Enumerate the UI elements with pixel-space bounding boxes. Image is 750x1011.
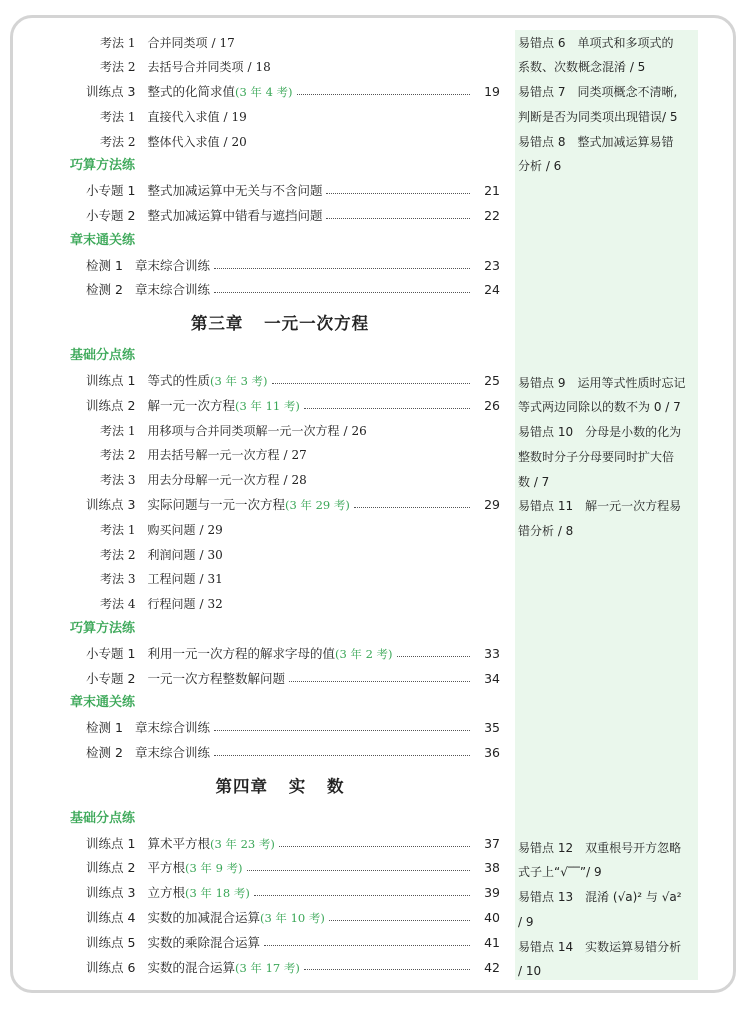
entry-label: 检测 2: [86, 282, 123, 298]
dot-leader: [397, 656, 470, 657]
page-number: 40: [484, 910, 500, 925]
exam-frequency-tag: (3 年 18 考): [184, 886, 250, 901]
toc-entry[interactable]: [0, 716, 500, 741]
page-number: 27: [291, 448, 307, 463]
entry-label: 考法 1: [100, 109, 136, 124]
entry-label: 训练点 3: [86, 84, 136, 100]
exam-frequency-tag: (3 年 23 考): [209, 836, 275, 851]
page-number: 32: [207, 597, 223, 612]
dot-leader: [304, 969, 470, 970]
exam-frequency-tag: (3 年 4 考): [234, 85, 293, 100]
page-number: 24: [484, 282, 500, 298]
separator: /: [247, 60, 252, 75]
exam-frequency-tag: (3 年 2 考): [334, 646, 393, 661]
error-point-line: 系数、次数概念混淆 / 5: [518, 60, 646, 75]
dot-leader: [297, 94, 470, 95]
section-header: 巧算方法练: [70, 158, 136, 174]
separator: /: [223, 134, 228, 149]
chapter-title-text: 第四章 实 数: [215, 776, 345, 796]
page-number: 29: [207, 522, 223, 537]
separator: /: [283, 448, 288, 463]
chapter-title-text: 第三章 一元一次方程: [190, 314, 370, 334]
entry-label: 检测 1: [86, 720, 123, 736]
entry-title: 算术平方根: [147, 835, 210, 851]
dot-leader: [289, 681, 470, 682]
separator: /: [199, 597, 204, 612]
entry-label: 训练点 3: [86, 885, 136, 901]
section-header: 巧算方法练: [70, 621, 136, 637]
separator: /: [343, 423, 348, 438]
entry-label: 考法 4: [100, 597, 136, 612]
toc-entry[interactable]: [0, 518, 500, 543]
entry-title: 章末综合训练: [134, 282, 210, 298]
page-number: 39: [484, 885, 500, 901]
entry-title: 去括号合并同类项: [147, 60, 244, 75]
page-number: 29: [484, 497, 500, 513]
toc-entry[interactable]: [0, 105, 500, 130]
toc-entry[interactable]: [0, 956, 500, 981]
error-point-line: 易错点 9 运用等式性质时忘记: [518, 375, 686, 390]
error-point-line: 易错点 14 实数运算易错分析: [518, 939, 682, 954]
section-header: 基础分点练: [70, 810, 136, 826]
exam-frequency-tag: (3 年 11 考): [234, 398, 300, 413]
toc-entry[interactable]: [0, 179, 500, 204]
entry-title: 整体代入求值: [147, 134, 220, 149]
entry-label: 训练点 6: [86, 959, 136, 975]
page-number: 23: [484, 257, 500, 273]
separator: /: [199, 547, 204, 562]
section-header: 章末通关练: [70, 232, 136, 248]
entry-label: 考法 2: [100, 60, 136, 75]
entry-label: 考法 2: [100, 134, 136, 149]
dot-leader: [354, 507, 470, 508]
page-number: 26: [484, 397, 500, 413]
exam-frequency-tag: (3 年 17 考): [234, 960, 300, 975]
exam-frequency-tag: (3 年 3 考): [209, 374, 268, 389]
toc-entry[interactable]: [0, 543, 500, 568]
toc-entry[interactable]: [0, 394, 500, 419]
page-number: 22: [484, 208, 500, 224]
error-point-line: 易错点 13 混淆 (√a)² 与 √a²: [518, 890, 682, 905]
dot-leader: [214, 755, 470, 756]
entry-title: 用移项与合并同类项解一元一次方程: [147, 423, 340, 438]
toc-entry[interactable]: [0, 567, 500, 592]
entry-title: 章末综合训练: [134, 257, 210, 273]
toc-entry[interactable]: [0, 204, 500, 229]
error-point-line: 数 / 7: [518, 474, 550, 489]
entry-label: 检测 2: [86, 745, 123, 761]
separator: /: [211, 35, 216, 50]
error-points-group-1: [518, 31, 700, 180]
page-number: 18: [255, 60, 271, 75]
page-number: 20: [231, 134, 247, 149]
entry-title: 直接代入求值: [147, 109, 220, 124]
toc-entry[interactable]: [0, 80, 500, 105]
page-number: 37: [484, 835, 500, 851]
separator: /: [223, 109, 228, 124]
dot-leader: [326, 218, 470, 219]
entry-label: 考法 1: [100, 522, 136, 537]
entry-title: 立方根: [147, 885, 185, 901]
toc-entry[interactable]: [0, 369, 500, 394]
error-point-line: 式子上“√‾‾”/ 9: [518, 865, 602, 880]
page-number: 17: [219, 35, 235, 50]
entry-title: 购买问题: [147, 522, 196, 537]
entry-title: 用去分母解一元一次方程: [147, 473, 280, 488]
toc-entry[interactable]: [0, 741, 500, 766]
error-point-line: 易错点 6 单项式和多项式的: [518, 35, 674, 50]
page-number: 42: [484, 959, 500, 975]
entry-label: 考法 1: [100, 423, 136, 438]
dot-leader: [304, 408, 470, 409]
entry-title: 整式加减运算中无关与不含问题: [147, 183, 323, 199]
toc-entry[interactable]: [0, 667, 500, 692]
error-point-line: 易错点 12 双重根号开方忽略: [518, 840, 682, 855]
toc-entry[interactable]: [0, 906, 500, 931]
error-point-line: 错分析 / 8: [518, 524, 574, 539]
entry-label: 考法 1: [100, 35, 136, 50]
chapter-title: [0, 303, 500, 344]
entry-title: 实数的乘除混合运算: [147, 934, 260, 950]
toc-entry[interactable]: [0, 130, 500, 155]
entry-title: 工程问题: [147, 572, 196, 587]
entry-label: 训练点 3: [86, 497, 136, 513]
toc-entry[interactable]: [0, 278, 500, 303]
toc-entry[interactable]: [0, 468, 500, 493]
error-points-group-2: [518, 371, 700, 545]
toc-entry[interactable]: [0, 832, 500, 857]
page-number: 25: [484, 373, 500, 389]
page-number: 28: [291, 473, 307, 488]
dot-leader: [214, 292, 470, 293]
entry-label: 考法 2: [100, 448, 136, 463]
entry-title: 章末综合训练: [134, 720, 210, 736]
entry-title: 一元一次方程整数解问题: [147, 670, 285, 686]
separator: /: [199, 572, 204, 587]
page-number: 33: [484, 645, 500, 661]
entry-title: 合并同类项: [147, 35, 208, 50]
entry-title: 实际问题与一元一次方程: [147, 497, 285, 513]
error-point-line: 等式两边同除以的数不为 0 / 7: [518, 400, 681, 415]
dot-leader: [247, 870, 470, 871]
error-point-line: / 9: [518, 914, 534, 929]
chapter-title: [0, 766, 500, 807]
error-point-line: 整数时分子分母要同时扩大倍: [518, 449, 675, 464]
entry-title: 等式的性质: [147, 373, 210, 389]
entry-title: 利用一元一次方程的解求字母的值: [147, 645, 335, 661]
toc-entry[interactable]: [0, 642, 500, 667]
entry-title: 整式的化简求值: [147, 84, 235, 100]
page-number: 19: [484, 84, 500, 100]
error-point-line: 易错点 11 解一元一次方程易: [518, 499, 682, 514]
entry-label: 小专题 2: [86, 670, 136, 686]
entry-title: 整式加减运算中错看与遮挡问题: [147, 208, 323, 224]
exam-frequency-tag: (3 年 9 考): [184, 861, 243, 876]
separator: /: [199, 522, 204, 537]
entry-title: 解一元一次方程: [147, 397, 235, 413]
error-point-line: 易错点 10 分母是小数的化为: [518, 425, 682, 440]
entry-label: 考法 2: [100, 547, 136, 562]
toc-entry[interactable]: [0, 592, 500, 617]
page-number: 41: [484, 934, 500, 950]
entry-title: 实数的加减混合运算: [147, 910, 260, 925]
toc-entry[interactable]: [0, 254, 500, 279]
entry-label: 考法 3: [100, 572, 136, 587]
entry-title: 章末综合训练: [134, 745, 210, 761]
entry-label: 小专题 1: [86, 183, 136, 199]
exam-frequency-tag: (3 年 29 考): [284, 498, 350, 513]
table-of-contents: [0, 31, 500, 981]
entry-title: 利润问题: [147, 547, 196, 562]
entry-label: 考法 3: [100, 473, 136, 488]
error-point-line: 易错点 7 同类项概念不清晰,: [518, 85, 678, 100]
toc-entry[interactable]: [0, 31, 500, 56]
toc-entry[interactable]: [0, 856, 500, 881]
entry-label: 检测 1: [86, 257, 123, 273]
toc-entry[interactable]: [0, 881, 500, 906]
page-number: 30: [207, 547, 223, 562]
entry-label: 训练点 2: [86, 860, 136, 876]
dot-leader: [254, 895, 470, 896]
dot-leader: [272, 383, 470, 384]
error-point-line: 判断是否为同类项出现错误/ 5: [518, 109, 678, 124]
toc-entry[interactable]: [0, 443, 500, 468]
toc-entry[interactable]: [0, 55, 500, 80]
dot-leader: [264, 945, 470, 946]
page-number: 36: [484, 745, 500, 761]
separator: /: [283, 473, 288, 488]
entry-label: 训练点 1: [86, 835, 136, 851]
error-points-group-3: [518, 836, 700, 985]
toc-entry[interactable]: [0, 931, 500, 956]
page-number: 19: [231, 109, 247, 124]
error-point-line: 分析 / 6: [518, 159, 562, 174]
entry-label: 训练点 1: [86, 373, 136, 389]
entry-title: 平方根: [147, 860, 185, 876]
exam-frequency-tag: (3 年 10 考): [259, 911, 325, 925]
entry-label: 小专题 2: [86, 208, 136, 224]
page-number: 26: [351, 423, 367, 438]
entry-label: 训练点 5: [86, 934, 136, 950]
dot-leader: [326, 193, 470, 194]
error-point-line: 易错点 8 整式加减运算易错: [518, 134, 674, 149]
toc-entry[interactable]: [0, 419, 500, 444]
section-header: 章末通关练: [70, 695, 136, 711]
page-number: 31: [207, 572, 223, 587]
entry-label: 训练点 2: [86, 397, 136, 413]
toc-entry[interactable]: [0, 493, 500, 518]
entry-title: 实数的混合运算: [147, 959, 235, 975]
page-number: 35: [484, 720, 500, 736]
dot-leader: [329, 920, 470, 921]
page-number: 21: [484, 183, 500, 199]
entry-label: 小专题 1: [86, 645, 136, 661]
section-header: 基础分点练: [70, 348, 136, 364]
dot-leader: [279, 846, 470, 847]
error-point-line: / 10: [518, 964, 542, 979]
dot-leader: [214, 730, 470, 731]
page-number: 38: [484, 860, 500, 876]
dot-leader: [214, 268, 470, 269]
entry-title: 行程问题: [147, 597, 196, 612]
page-number: 34: [484, 670, 500, 686]
entry-label: 训练点 4: [86, 910, 136, 925]
entry-title: 用去括号解一元一次方程: [147, 448, 280, 463]
